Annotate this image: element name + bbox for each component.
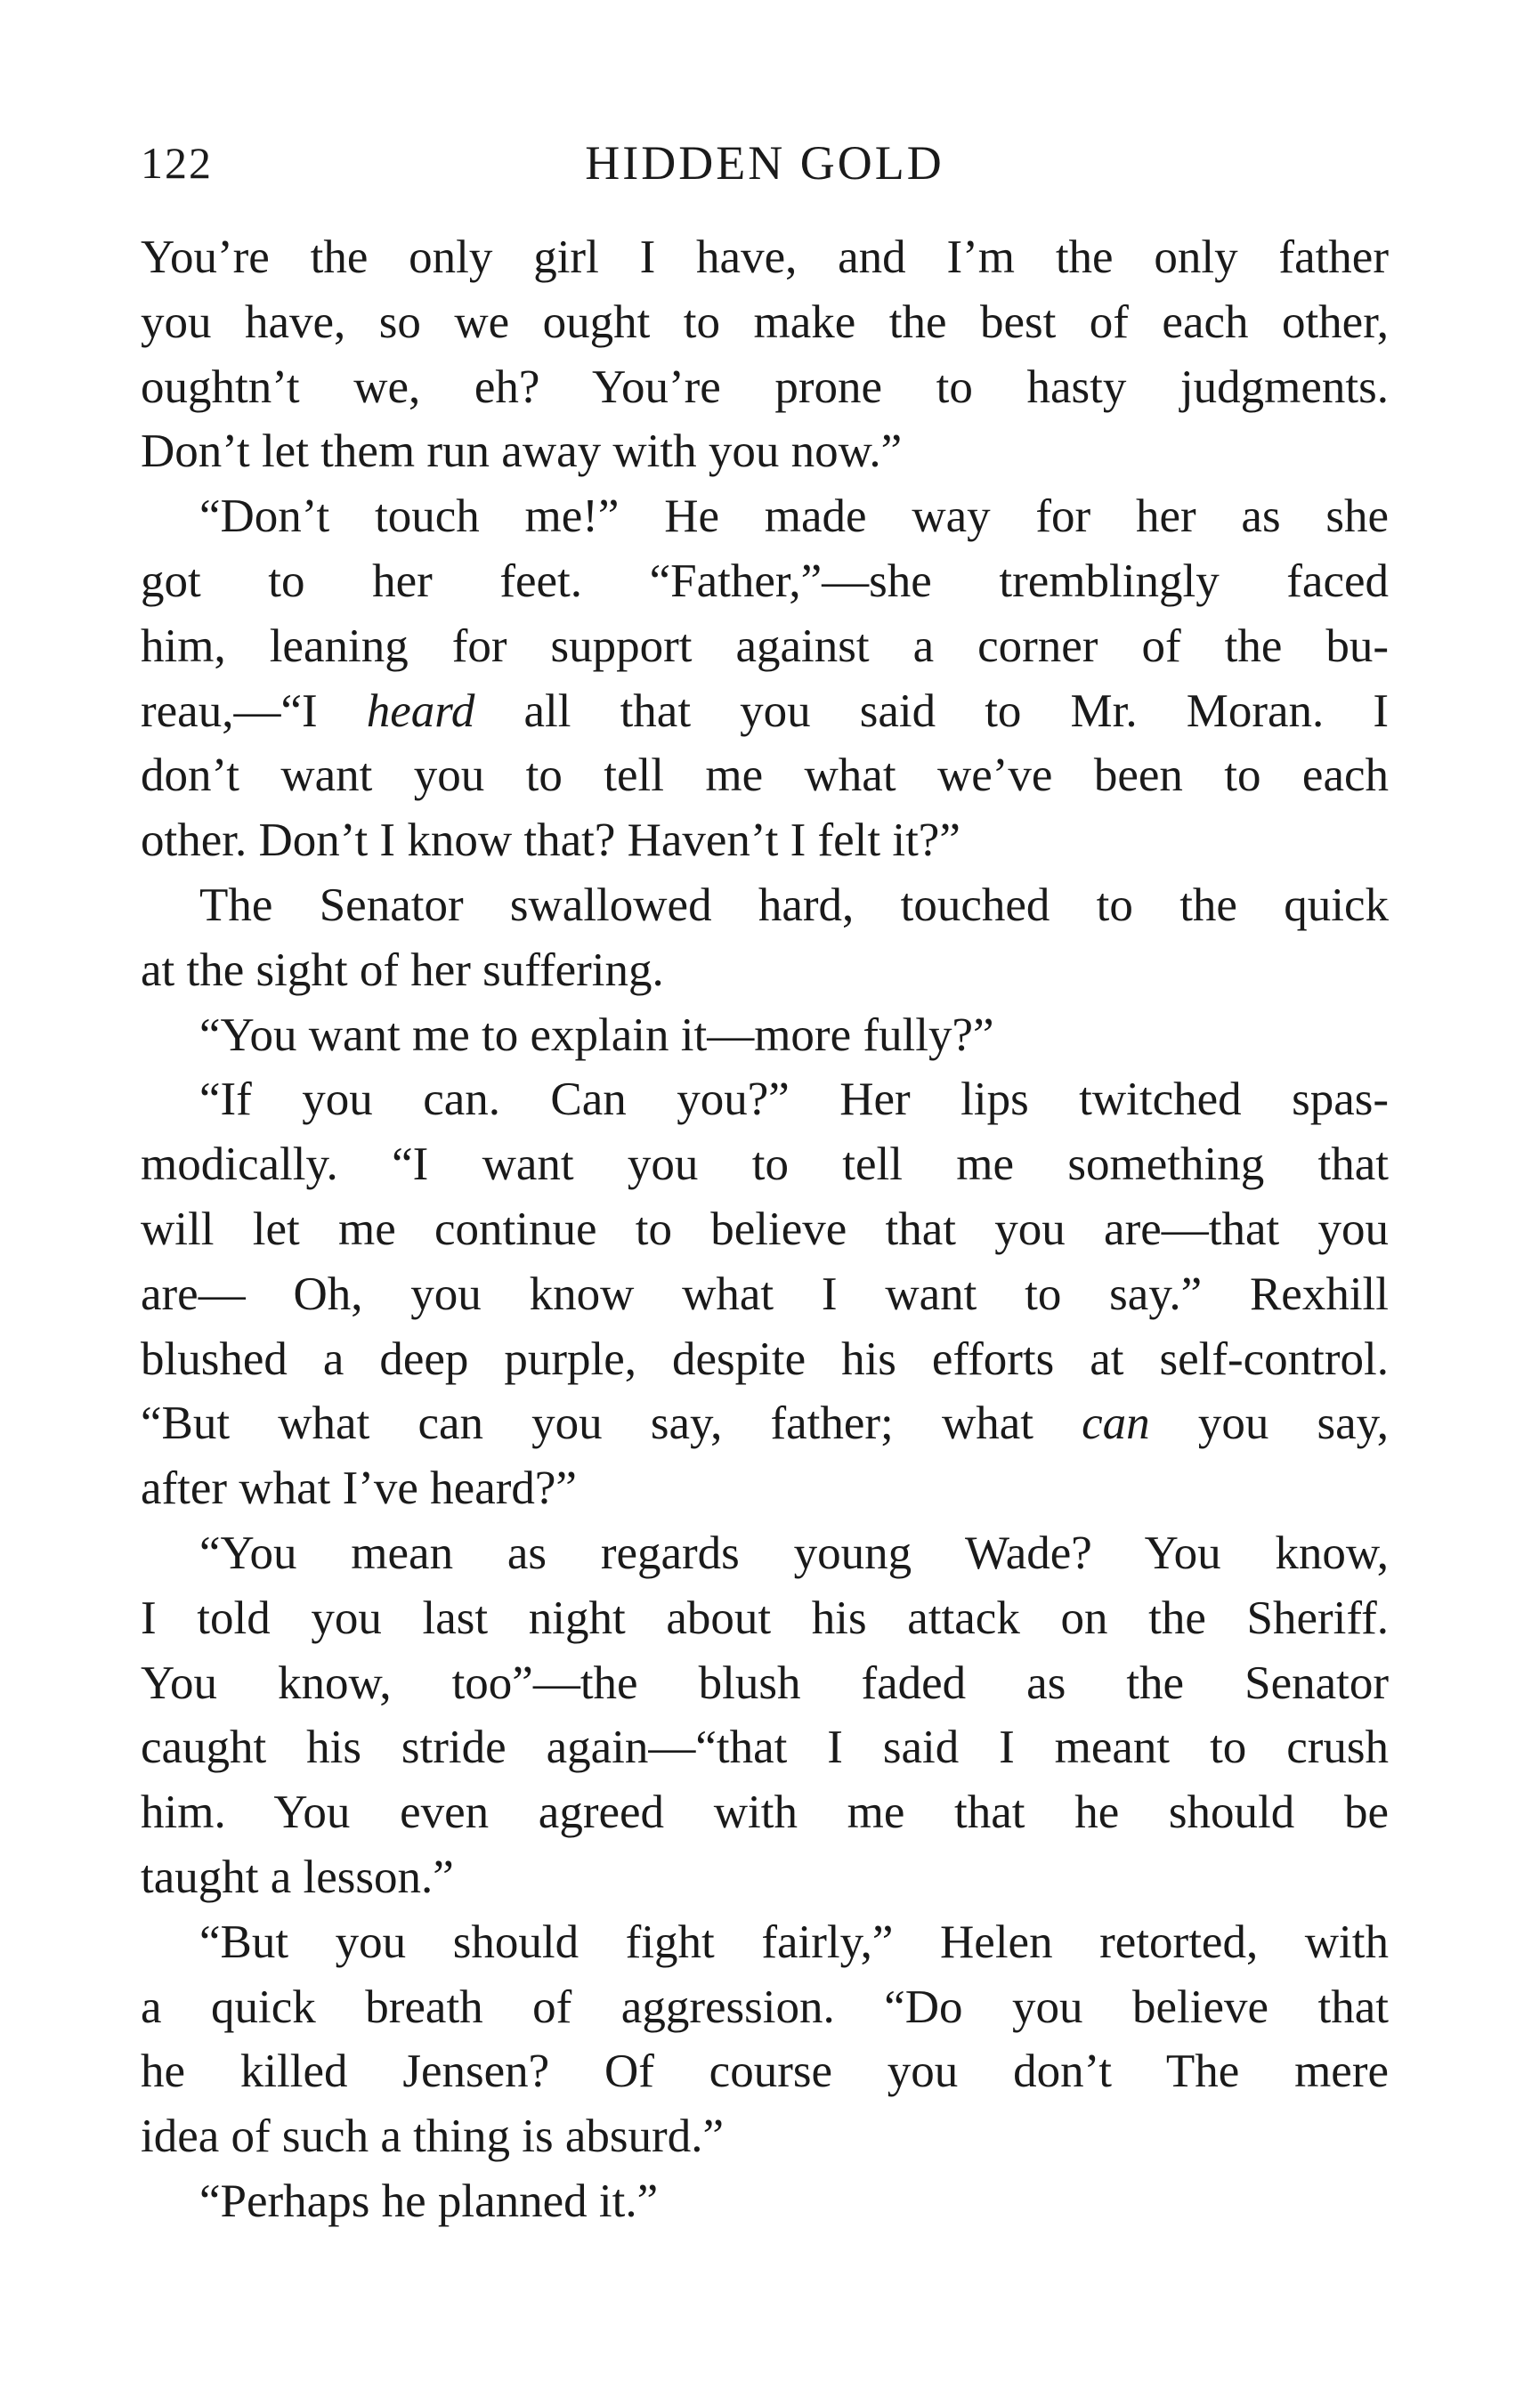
text-line: got to her feet. “Father,”—she tremblingly faced (141, 555, 1389, 607)
italic-word: can (1082, 1397, 1150, 1450)
text-line: oughtn’t we, eh? You’re prone to hasty judgments. (141, 361, 1389, 413)
text-line: modically. “I want you to tell me something that (141, 1138, 1389, 1191)
text-segment: you say, (1149, 1397, 1389, 1450)
text-line (141, 679, 1389, 744)
text-line: after what I’ve heard?” (141, 1462, 577, 1515)
text-line: I told you last night about his attack on the Sheriff. (141, 1592, 1389, 1644)
text-segment: “But what can you say, father; what (141, 1397, 1082, 1450)
running-title: HIDDEN GOLD (585, 136, 944, 190)
text-line: will let me continue to believe that you are—that you (141, 1203, 1389, 1255)
text-line: at the sight of her suffering. (141, 944, 664, 996)
text-line: “You mean as regards young Wade? You know, (199, 1527, 1389, 1579)
body-text (141, 225, 1389, 2234)
text-line: he killed Jensen? Of course you don’t The mere (141, 2046, 1389, 2098)
text-line: him, leaning for support against a corner of the bu- (141, 620, 1389, 672)
italic-word: heard (366, 685, 475, 737)
text-line: don’t want you to tell me what we’ve been to each (141, 749, 1389, 802)
page-header (141, 134, 1389, 192)
text-line: You know, too”—the blush faded as the Senator (141, 1657, 1389, 1709)
text-line: “But you should fight fairly,” Helen retorted, with (199, 1916, 1389, 1968)
text-line: “You want me to explain it—more fully?” (199, 1009, 994, 1061)
text-line: “Don’t touch me!” He made way for her as she (199, 490, 1389, 543)
text-line: “If you can. Can you?” Her lips twitched spas- (199, 1073, 1389, 1126)
text-line: You’re the only girl I have, and I’m the only father (141, 231, 1389, 283)
text-line: taught a lesson.” (141, 1851, 454, 1903)
text-line (141, 1391, 1389, 1456)
text-line: a quick breath of aggression. “Do you believe that (141, 1981, 1389, 2033)
text-line: you have, so we ought to make the best of each other, (141, 296, 1389, 348)
text-line: him. You even agreed with me that he should be (141, 1786, 1389, 1839)
text-line: caught his stride again—“that I said I meant to crush (141, 1722, 1389, 1774)
page-number: 122 (141, 138, 213, 188)
text-line: blushed a deep purple, despite his efforts at self-control. (141, 1333, 1389, 1385)
text-line: The Senator swallowed hard, touched to the quick (199, 879, 1389, 931)
text-segment: reau,—“I (141, 685, 367, 737)
text-line: idea of such a thing is absurd.” (141, 2110, 724, 2163)
text-line: “Perhaps he planned it.” (199, 2175, 659, 2227)
text-segment: all that you said to Mr. Moran. I (474, 685, 1389, 737)
text-line: Don’t let them run away with you now.” (141, 425, 903, 478)
text-line: other. Don’t I know that? Haven’t I felt it?” (141, 814, 960, 867)
text-line: are— Oh, you know what I want to say.” Rexhill (141, 1268, 1389, 1320)
